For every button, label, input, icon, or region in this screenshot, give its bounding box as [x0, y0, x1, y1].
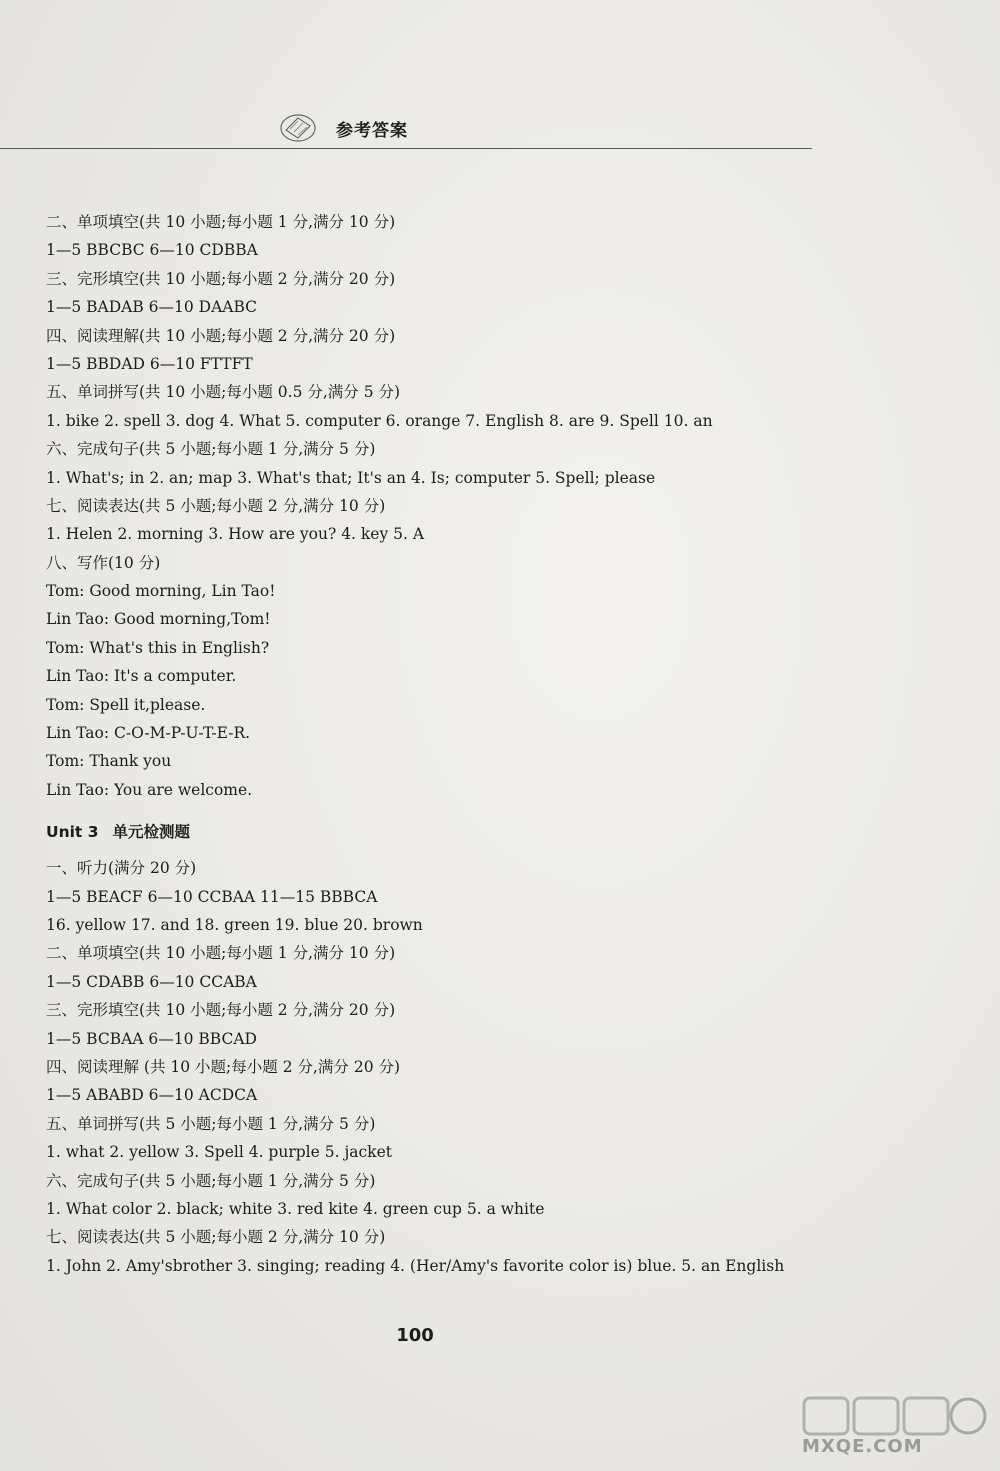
text-line: 四、阅读理解 (共 10 小题;每小题 2 分,满分 20 分)	[46, 1057, 401, 1076]
text-line: 1—5 BADAB 6—10 DAABC	[46, 298, 258, 317]
text-line: 16. yellow 17. and 18. green 19. blue 20. brown	[46, 915, 423, 934]
text-line: 1—5 BBCBC 6—10 CDBBA	[46, 241, 258, 260]
text-line: 七、阅读表达(共 5 小题;每小题 2 分,满分 10 分)	[46, 1228, 386, 1247]
text-line: 1. What color 2. black; white 3. red kite 4. green cup 5. a white	[46, 1199, 545, 1218]
text-line: 1. What's; in 2. an; map 3. What's that; It's an 4. Is; computer 5. Spell; please	[46, 468, 656, 487]
text-line: Tom: Good morning, Lin Tao!	[46, 582, 276, 601]
text-line: Tom: What's this in English?	[46, 638, 270, 657]
book-emblem-icon	[276, 104, 320, 148]
text-line: 八、写作(10 分)	[46, 553, 161, 572]
text-line: Tom: Spell it,please.	[46, 695, 206, 714]
page-header-title: 参考答案	[336, 121, 408, 141]
text-line: 1—5 CDABB 6—10 CCABA	[46, 972, 257, 991]
text-line: 1. what 2. yellow 3. Spell 4. purple 5. jacket	[46, 1143, 392, 1162]
text-line: Lin Tao: You are welcome.	[46, 780, 253, 799]
text-line: 六、完成句子(共 5 小题;每小题 1 分,满分 5 分)	[46, 440, 376, 459]
text-line: 五、单词拼写(共 5 小题;每小题 1 分,满分 5 分)	[46, 1114, 376, 1133]
unit-label: Unit 3	[46, 823, 99, 842]
text-line: 1—5 BCBAA 6—10 BBCAD	[46, 1029, 257, 1048]
unit-title: 单元检测题	[112, 823, 191, 842]
text-line: 一、听力(满分 20 分)	[46, 859, 197, 878]
text-line: 1—5 ABABD 6—10 ACDCA	[46, 1086, 258, 1105]
unit2-section	[46, 208, 806, 804]
text-line: 七、阅读表达(共 5 小题;每小题 2 分,满分 10 分)	[46, 496, 386, 515]
text-line: Lin Tao: Good morning,Tom!	[46, 610, 271, 629]
text-line: 三、完形填空(共 10 小题;每小题 2 分,满分 20 分)	[46, 1001, 396, 1020]
text-line: 二、单项填空(共 10 小题;每小题 1 分,满分 10 分)	[46, 944, 396, 963]
text-line: 1. bike 2. spell 3. dog 4. What 5. computer 6. orange 7. English 8. are 9. Spell 10. an	[46, 411, 713, 430]
page-number: 100	[396, 1325, 434, 1346]
text-line: 四、阅读理解(共 10 小题;每小题 2 分,满分 20 分)	[46, 326, 396, 345]
text-line: Tom: Thank you	[46, 752, 172, 771]
text-line: 二、单项填空(共 10 小题;每小题 1 分,满分 10 分)	[46, 213, 396, 231]
text-line: 1—5 BBDAD 6—10 FTTFT	[46, 354, 253, 373]
text-line: 1—5 BEACF 6—10 CCBAA 11—15 BBBCA	[46, 887, 378, 906]
watermark-text: MXQE.COM	[802, 1436, 923, 1457]
text-line: 1. John 2. Amy'sbrother 3. singing; reading 4. (Her/Amy's favorite color is) blue. 5. an English	[46, 1256, 785, 1275]
text-line: 三、完形填空(共 10 小题;每小题 2 分,满分 20 分)	[46, 269, 396, 288]
text-line: Lin Tao: C-O-M-P-U-T-E-R.	[46, 724, 251, 743]
unit3-heading	[46, 810, 806, 854]
text-line: 1. Helen 2. morning 3. How are you? 4. key 5. A	[46, 525, 425, 544]
text-line: Lin Tao: It's a computer.	[46, 667, 237, 686]
header-divider	[0, 148, 812, 149]
text-line: 六、完成句子(共 5 小题;每小题 1 分,满分 5 分)	[46, 1171, 376, 1190]
unit3-section	[46, 854, 806, 1280]
answer-content	[46, 208, 806, 1280]
text-line: 五、单词拼写(共 10 小题;每小题 0.5 分,满分 5 分)	[46, 383, 401, 402]
